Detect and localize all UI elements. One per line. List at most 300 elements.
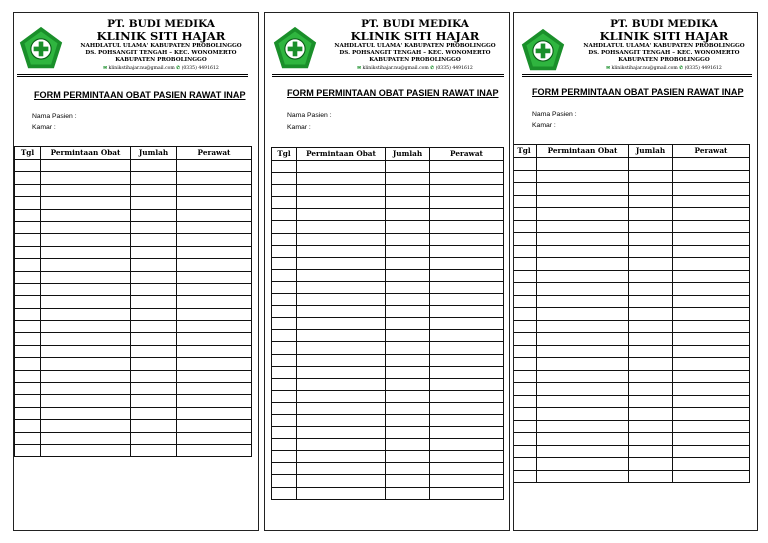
- nurse-cell[interactable]: [673, 158, 750, 171]
- medicine-cell[interactable]: [537, 470, 629, 483]
- nurse-cell[interactable]: [430, 173, 504, 185]
- quantity-cell[interactable]: [386, 294, 430, 306]
- quantity-cell[interactable]: [386, 378, 430, 390]
- nurse-cell[interactable]: [430, 402, 504, 414]
- date-cell[interactable]: [513, 308, 537, 321]
- medicine-cell[interactable]: [537, 270, 629, 283]
- quantity-cell[interactable]: [131, 407, 177, 419]
- quantity-cell[interactable]: [386, 173, 430, 185]
- nurse-cell[interactable]: [177, 271, 252, 283]
- quantity-cell[interactable]: [386, 402, 430, 414]
- date-cell[interactable]: [15, 184, 41, 196]
- medicine-cell[interactable]: [297, 427, 386, 439]
- medicine-cell[interactable]: [41, 234, 131, 246]
- date-cell[interactable]: [513, 283, 537, 296]
- quantity-cell[interactable]: [386, 439, 430, 451]
- quantity-cell[interactable]: [629, 158, 673, 171]
- medicine-cell[interactable]: [41, 221, 131, 233]
- quantity-cell[interactable]: [386, 463, 430, 475]
- date-cell[interactable]: [272, 487, 297, 499]
- nurse-cell[interactable]: [673, 458, 750, 471]
- medicine-cell[interactable]: [41, 444, 131, 456]
- quantity-cell[interactable]: [386, 281, 430, 293]
- medicine-cell[interactable]: [297, 378, 386, 390]
- nurse-cell[interactable]: [177, 420, 252, 432]
- date-cell[interactable]: [15, 395, 41, 407]
- medicine-cell[interactable]: [297, 306, 386, 318]
- quantity-cell[interactable]: [386, 185, 430, 197]
- date-cell[interactable]: [272, 414, 297, 426]
- quantity-cell[interactable]: [131, 395, 177, 407]
- medicine-cell[interactable]: [297, 294, 386, 306]
- quantity-cell[interactable]: [386, 414, 430, 426]
- medicine-cell[interactable]: [297, 487, 386, 499]
- medicine-cell[interactable]: [537, 220, 629, 233]
- medicine-cell[interactable]: [41, 395, 131, 407]
- nurse-cell[interactable]: [673, 395, 750, 408]
- quantity-cell[interactable]: [386, 245, 430, 257]
- quantity-cell[interactable]: [131, 271, 177, 283]
- medicine-cell[interactable]: [537, 308, 629, 321]
- date-cell[interactable]: [15, 172, 41, 184]
- medicine-cell[interactable]: [41, 345, 131, 357]
- nurse-cell[interactable]: [430, 294, 504, 306]
- medicine-cell[interactable]: [537, 283, 629, 296]
- medicine-cell[interactable]: [297, 161, 386, 173]
- nurse-cell[interactable]: [673, 445, 750, 458]
- quantity-cell[interactable]: [386, 161, 430, 173]
- quantity-cell[interactable]: [386, 354, 430, 366]
- nurse-cell[interactable]: [430, 427, 504, 439]
- date-cell[interactable]: [272, 173, 297, 185]
- quantity-cell[interactable]: [131, 333, 177, 345]
- quantity-cell[interactable]: [629, 258, 673, 271]
- quantity-cell[interactable]: [131, 283, 177, 295]
- medicine-cell[interactable]: [537, 395, 629, 408]
- medicine-cell[interactable]: [41, 370, 131, 382]
- nurse-cell[interactable]: [177, 234, 252, 246]
- date-cell[interactable]: [15, 407, 41, 419]
- medicine-cell[interactable]: [537, 183, 629, 196]
- nurse-cell[interactable]: [430, 414, 504, 426]
- quantity-cell[interactable]: [629, 370, 673, 383]
- nurse-cell[interactable]: [673, 283, 750, 296]
- quantity-cell[interactable]: [131, 432, 177, 444]
- date-cell[interactable]: [15, 197, 41, 209]
- medicine-cell[interactable]: [297, 269, 386, 281]
- nurse-cell[interactable]: [430, 257, 504, 269]
- medicine-cell[interactable]: [537, 233, 629, 246]
- nurse-cell[interactable]: [673, 345, 750, 358]
- quantity-cell[interactable]: [386, 269, 430, 281]
- medicine-cell[interactable]: [537, 358, 629, 371]
- nurse-cell[interactable]: [430, 161, 504, 173]
- date-cell[interactable]: [15, 321, 41, 333]
- nurse-cell[interactable]: [177, 209, 252, 221]
- quantity-cell[interactable]: [629, 420, 673, 433]
- nurse-cell[interactable]: [177, 432, 252, 444]
- date-cell[interactable]: [272, 475, 297, 487]
- nurse-cell[interactable]: [177, 172, 252, 184]
- quantity-cell[interactable]: [131, 259, 177, 271]
- date-cell[interactable]: [272, 366, 297, 378]
- nurse-cell[interactable]: [177, 308, 252, 320]
- medicine-cell[interactable]: [297, 439, 386, 451]
- quantity-cell[interactable]: [131, 308, 177, 320]
- quantity-cell[interactable]: [629, 408, 673, 421]
- nurse-cell[interactable]: [177, 296, 252, 308]
- nurse-cell[interactable]: [177, 184, 252, 196]
- quantity-cell[interactable]: [629, 320, 673, 333]
- nurse-cell[interactable]: [673, 383, 750, 396]
- quantity-cell[interactable]: [131, 234, 177, 246]
- date-cell[interactable]: [15, 345, 41, 357]
- date-cell[interactable]: [272, 281, 297, 293]
- quantity-cell[interactable]: [629, 433, 673, 446]
- quantity-cell[interactable]: [629, 383, 673, 396]
- nurse-cell[interactable]: [177, 395, 252, 407]
- date-cell[interactable]: [513, 433, 537, 446]
- quantity-cell[interactable]: [386, 257, 430, 269]
- quantity-cell[interactable]: [131, 160, 177, 172]
- quantity-cell[interactable]: [629, 445, 673, 458]
- patient-name-label[interactable]: Nama Pasien :: [32, 113, 77, 120]
- quantity-cell[interactable]: [386, 197, 430, 209]
- medicine-cell[interactable]: [537, 383, 629, 396]
- medicine-cell[interactable]: [41, 259, 131, 271]
- date-cell[interactable]: [272, 378, 297, 390]
- date-cell[interactable]: [513, 383, 537, 396]
- nurse-cell[interactable]: [673, 333, 750, 346]
- medicine-cell[interactable]: [41, 407, 131, 419]
- quantity-cell[interactable]: [386, 475, 430, 487]
- date-cell[interactable]: [272, 233, 297, 245]
- medicine-cell[interactable]: [297, 245, 386, 257]
- nurse-cell[interactable]: [673, 358, 750, 371]
- nurse-cell[interactable]: [673, 295, 750, 308]
- date-cell[interactable]: [272, 463, 297, 475]
- medicine-cell[interactable]: [41, 197, 131, 209]
- date-cell[interactable]: [513, 445, 537, 458]
- medicine-cell[interactable]: [41, 209, 131, 221]
- medicine-cell[interactable]: [537, 445, 629, 458]
- nurse-cell[interactable]: [177, 160, 252, 172]
- date-cell[interactable]: [15, 209, 41, 221]
- nurse-cell[interactable]: [673, 233, 750, 246]
- medicine-cell[interactable]: [297, 257, 386, 269]
- date-cell[interactable]: [15, 296, 41, 308]
- quantity-cell[interactable]: [629, 283, 673, 296]
- nurse-cell[interactable]: [673, 270, 750, 283]
- date-cell[interactable]: [272, 221, 297, 233]
- date-cell[interactable]: [15, 234, 41, 246]
- medicine-cell[interactable]: [537, 295, 629, 308]
- medicine-cell[interactable]: [297, 330, 386, 342]
- date-cell[interactable]: [15, 432, 41, 444]
- medicine-cell[interactable]: [537, 158, 629, 171]
- medicine-cell[interactable]: [537, 420, 629, 433]
- medicine-cell[interactable]: [297, 233, 386, 245]
- medicine-cell[interactable]: [537, 408, 629, 421]
- medicine-cell[interactable]: [41, 246, 131, 258]
- quantity-cell[interactable]: [629, 458, 673, 471]
- quantity-cell[interactable]: [629, 233, 673, 246]
- medicine-cell[interactable]: [297, 197, 386, 209]
- nurse-cell[interactable]: [430, 209, 504, 221]
- quantity-cell[interactable]: [629, 345, 673, 358]
- nurse-cell[interactable]: [177, 345, 252, 357]
- date-cell[interactable]: [272, 318, 297, 330]
- medicine-cell[interactable]: [537, 433, 629, 446]
- quantity-cell[interactable]: [629, 308, 673, 321]
- nurse-cell[interactable]: [177, 444, 252, 456]
- quantity-cell[interactable]: [386, 306, 430, 318]
- date-cell[interactable]: [272, 245, 297, 257]
- room-label[interactable]: Kamar :: [287, 124, 311, 131]
- nurse-cell[interactable]: [430, 487, 504, 499]
- medicine-cell[interactable]: [297, 390, 386, 402]
- date-cell[interactable]: [15, 308, 41, 320]
- quantity-cell[interactable]: [629, 358, 673, 371]
- nurse-cell[interactable]: [430, 330, 504, 342]
- quantity-cell[interactable]: [131, 296, 177, 308]
- date-cell[interactable]: [513, 458, 537, 471]
- date-cell[interactable]: [15, 271, 41, 283]
- medicine-cell[interactable]: [297, 209, 386, 221]
- quantity-cell[interactable]: [131, 383, 177, 395]
- quantity-cell[interactable]: [629, 395, 673, 408]
- nurse-cell[interactable]: [673, 408, 750, 421]
- nurse-cell[interactable]: [430, 318, 504, 330]
- medicine-cell[interactable]: [41, 383, 131, 395]
- medicine-cell[interactable]: [537, 345, 629, 358]
- quantity-cell[interactable]: [386, 390, 430, 402]
- nurse-cell[interactable]: [673, 208, 750, 221]
- quantity-cell[interactable]: [629, 195, 673, 208]
- date-cell[interactable]: [272, 402, 297, 414]
- date-cell[interactable]: [272, 306, 297, 318]
- medicine-cell[interactable]: [41, 296, 131, 308]
- nurse-cell[interactable]: [177, 358, 252, 370]
- quantity-cell[interactable]: [629, 470, 673, 483]
- nurse-cell[interactable]: [430, 378, 504, 390]
- date-cell[interactable]: [272, 390, 297, 402]
- quantity-cell[interactable]: [131, 444, 177, 456]
- medicine-cell[interactable]: [537, 195, 629, 208]
- date-cell[interactable]: [272, 269, 297, 281]
- quantity-cell[interactable]: [629, 245, 673, 258]
- date-cell[interactable]: [272, 185, 297, 197]
- nurse-cell[interactable]: [430, 354, 504, 366]
- nurse-cell[interactable]: [430, 185, 504, 197]
- quantity-cell[interactable]: [629, 183, 673, 196]
- quantity-cell[interactable]: [131, 358, 177, 370]
- medicine-cell[interactable]: [297, 451, 386, 463]
- date-cell[interactable]: [513, 270, 537, 283]
- patient-name-label[interactable]: Nama Pasien :: [532, 111, 577, 118]
- nurse-cell[interactable]: [430, 342, 504, 354]
- date-cell[interactable]: [15, 259, 41, 271]
- quantity-cell[interactable]: [131, 172, 177, 184]
- medicine-cell[interactable]: [537, 320, 629, 333]
- date-cell[interactable]: [15, 333, 41, 345]
- patient-name-label[interactable]: Nama Pasien :: [287, 112, 332, 119]
- nurse-cell[interactable]: [430, 439, 504, 451]
- quantity-cell[interactable]: [386, 451, 430, 463]
- medicine-cell[interactable]: [537, 208, 629, 221]
- nurse-cell[interactable]: [177, 221, 252, 233]
- nurse-cell[interactable]: [430, 197, 504, 209]
- date-cell[interactable]: [15, 358, 41, 370]
- quantity-cell[interactable]: [131, 209, 177, 221]
- nurse-cell[interactable]: [177, 321, 252, 333]
- nurse-cell[interactable]: [177, 333, 252, 345]
- quantity-cell[interactable]: [386, 487, 430, 499]
- nurse-cell[interactable]: [430, 475, 504, 487]
- quantity-cell[interactable]: [131, 246, 177, 258]
- date-cell[interactable]: [513, 420, 537, 433]
- nurse-cell[interactable]: [430, 366, 504, 378]
- date-cell[interactable]: [513, 358, 537, 371]
- date-cell[interactable]: [272, 354, 297, 366]
- date-cell[interactable]: [272, 330, 297, 342]
- medicine-cell[interactable]: [41, 321, 131, 333]
- medicine-cell[interactable]: [297, 318, 386, 330]
- quantity-cell[interactable]: [131, 184, 177, 196]
- date-cell[interactable]: [272, 257, 297, 269]
- nurse-cell[interactable]: [430, 281, 504, 293]
- date-cell[interactable]: [15, 370, 41, 382]
- medicine-cell[interactable]: [41, 160, 131, 172]
- quantity-cell[interactable]: [131, 370, 177, 382]
- medicine-cell[interactable]: [41, 184, 131, 196]
- medicine-cell[interactable]: [537, 370, 629, 383]
- date-cell[interactable]: [513, 295, 537, 308]
- nurse-cell[interactable]: [673, 320, 750, 333]
- date-cell[interactable]: [272, 451, 297, 463]
- medicine-cell[interactable]: [41, 308, 131, 320]
- nurse-cell[interactable]: [430, 463, 504, 475]
- medicine-cell[interactable]: [41, 271, 131, 283]
- medicine-cell[interactable]: [537, 333, 629, 346]
- nurse-cell[interactable]: [430, 306, 504, 318]
- date-cell[interactable]: [513, 320, 537, 333]
- nurse-cell[interactable]: [673, 245, 750, 258]
- nurse-cell[interactable]: [673, 170, 750, 183]
- quantity-cell[interactable]: [131, 345, 177, 357]
- date-cell[interactable]: [513, 183, 537, 196]
- medicine-cell[interactable]: [297, 366, 386, 378]
- date-cell[interactable]: [513, 233, 537, 246]
- nurse-cell[interactable]: [430, 451, 504, 463]
- medicine-cell[interactable]: [297, 185, 386, 197]
- date-cell[interactable]: [272, 209, 297, 221]
- quantity-cell[interactable]: [629, 270, 673, 283]
- date-cell[interactable]: [272, 197, 297, 209]
- quantity-cell[interactable]: [629, 208, 673, 221]
- date-cell[interactable]: [272, 161, 297, 173]
- date-cell[interactable]: [272, 439, 297, 451]
- nurse-cell[interactable]: [177, 283, 252, 295]
- medicine-cell[interactable]: [297, 414, 386, 426]
- nurse-cell[interactable]: [430, 269, 504, 281]
- quantity-cell[interactable]: [629, 170, 673, 183]
- medicine-cell[interactable]: [41, 283, 131, 295]
- medicine-cell[interactable]: [41, 172, 131, 184]
- quantity-cell[interactable]: [386, 342, 430, 354]
- date-cell[interactable]: [513, 370, 537, 383]
- medicine-cell[interactable]: [537, 245, 629, 258]
- medicine-cell[interactable]: [297, 221, 386, 233]
- medicine-cell[interactable]: [41, 358, 131, 370]
- date-cell[interactable]: [513, 245, 537, 258]
- date-cell[interactable]: [15, 246, 41, 258]
- nurse-cell[interactable]: [177, 246, 252, 258]
- quantity-cell[interactable]: [386, 330, 430, 342]
- quantity-cell[interactable]: [386, 427, 430, 439]
- medicine-cell[interactable]: [41, 333, 131, 345]
- quantity-cell[interactable]: [131, 197, 177, 209]
- nurse-cell[interactable]: [430, 245, 504, 257]
- quantity-cell[interactable]: [386, 366, 430, 378]
- date-cell[interactable]: [15, 221, 41, 233]
- quantity-cell[interactable]: [386, 233, 430, 245]
- nurse-cell[interactable]: [430, 233, 504, 245]
- date-cell[interactable]: [513, 158, 537, 171]
- date-cell[interactable]: [513, 408, 537, 421]
- medicine-cell[interactable]: [297, 281, 386, 293]
- quantity-cell[interactable]: [386, 209, 430, 221]
- nurse-cell[interactable]: [430, 390, 504, 402]
- quantity-cell[interactable]: [629, 220, 673, 233]
- medicine-cell[interactable]: [297, 463, 386, 475]
- date-cell[interactable]: [513, 195, 537, 208]
- quantity-cell[interactable]: [131, 420, 177, 432]
- nurse-cell[interactable]: [177, 407, 252, 419]
- medicine-cell[interactable]: [537, 458, 629, 471]
- medicine-cell[interactable]: [297, 475, 386, 487]
- nurse-cell[interactable]: [673, 470, 750, 483]
- nurse-cell[interactable]: [673, 420, 750, 433]
- date-cell[interactable]: [513, 333, 537, 346]
- date-cell[interactable]: [513, 395, 537, 408]
- medicine-cell[interactable]: [297, 342, 386, 354]
- nurse-cell[interactable]: [673, 433, 750, 446]
- room-label[interactable]: Kamar :: [532, 122, 556, 129]
- nurse-cell[interactable]: [430, 221, 504, 233]
- date-cell[interactable]: [15, 383, 41, 395]
- date-cell[interactable]: [272, 427, 297, 439]
- nurse-cell[interactable]: [673, 183, 750, 196]
- medicine-cell[interactable]: [41, 432, 131, 444]
- date-cell[interactable]: [513, 208, 537, 221]
- date-cell[interactable]: [513, 170, 537, 183]
- date-cell[interactable]: [513, 345, 537, 358]
- nurse-cell[interactable]: [673, 220, 750, 233]
- medicine-cell[interactable]: [297, 354, 386, 366]
- quantity-cell[interactable]: [131, 221, 177, 233]
- medicine-cell[interactable]: [41, 420, 131, 432]
- nurse-cell[interactable]: [673, 195, 750, 208]
- nurse-cell[interactable]: [673, 370, 750, 383]
- date-cell[interactable]: [513, 470, 537, 483]
- quantity-cell[interactable]: [386, 221, 430, 233]
- nurse-cell[interactable]: [177, 259, 252, 271]
- medicine-cell[interactable]: [297, 173, 386, 185]
- nurse-cell[interactable]: [673, 308, 750, 321]
- nurse-cell[interactable]: [177, 197, 252, 209]
- date-cell[interactable]: [272, 294, 297, 306]
